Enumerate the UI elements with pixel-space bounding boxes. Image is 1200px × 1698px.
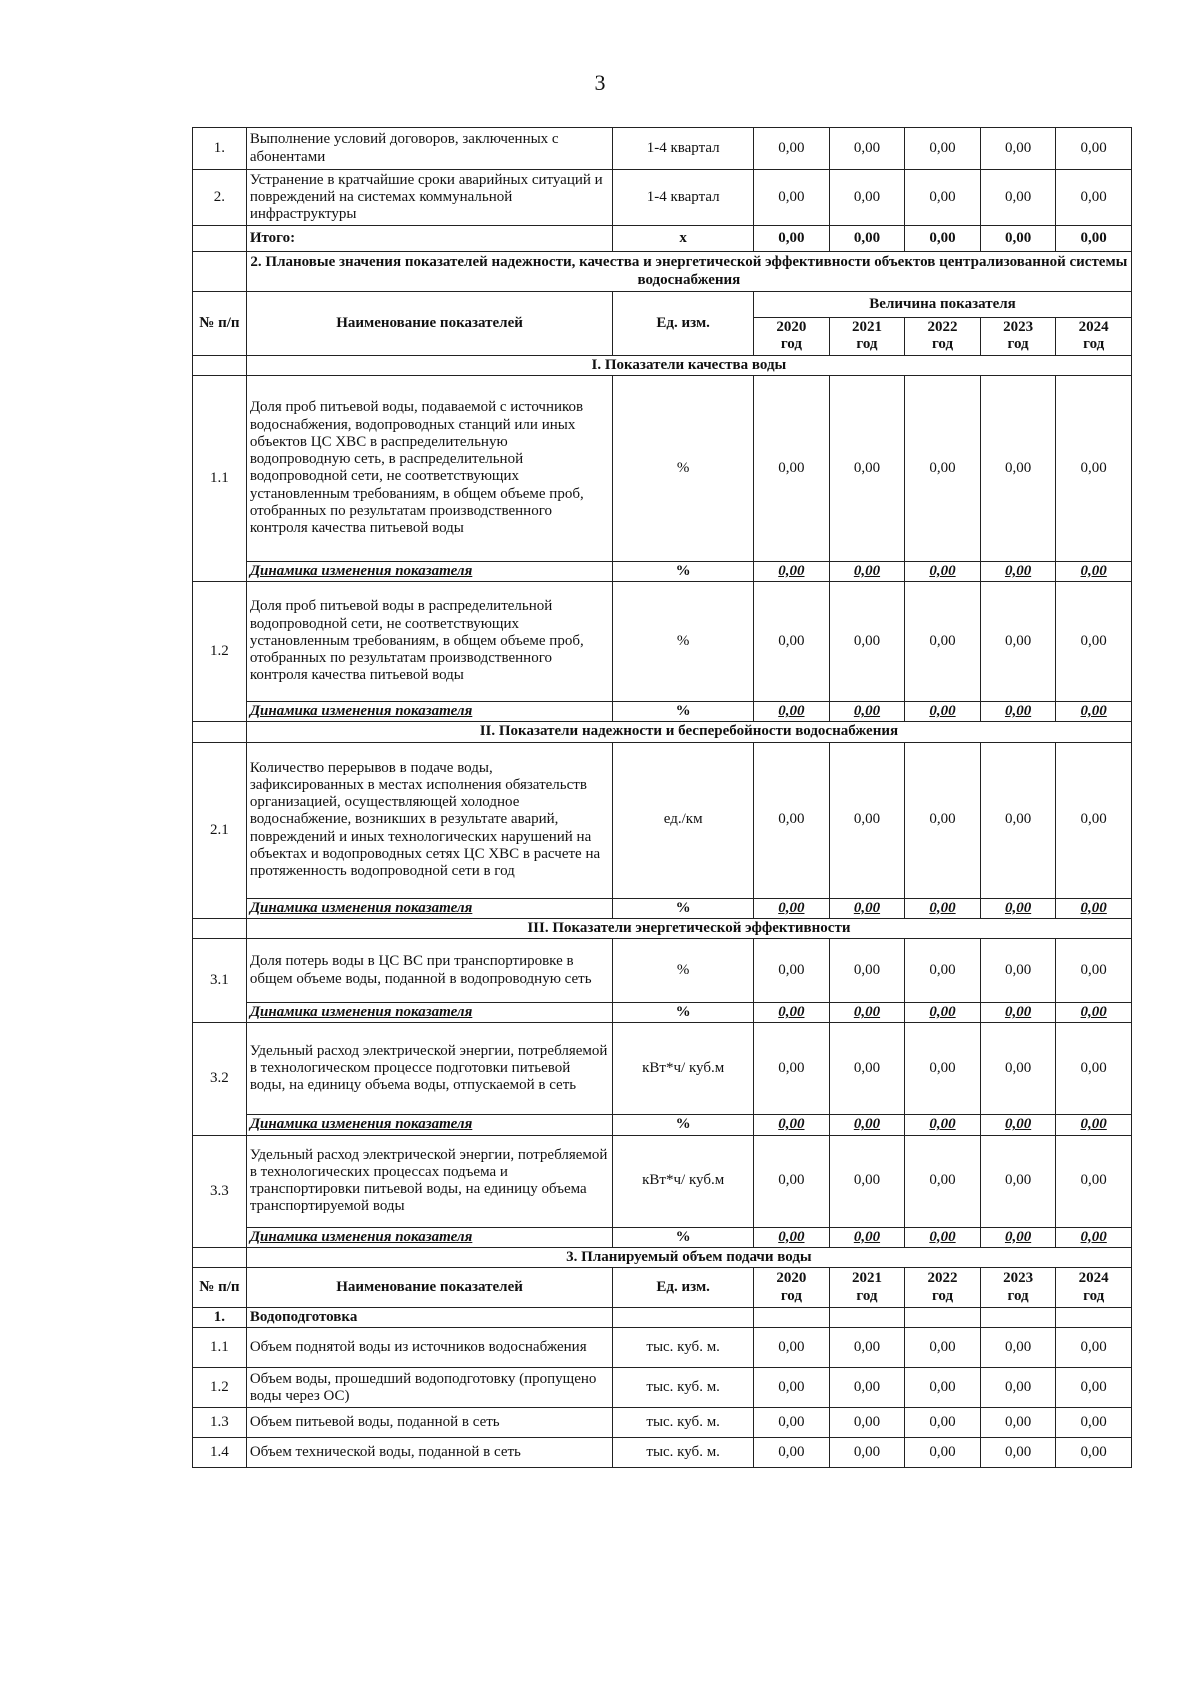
section-title-row [193,1247,1132,1267]
row-number: 1.2 [193,1368,247,1408]
unit-cell: % [613,939,754,1003]
row-number: 1. [193,128,247,170]
value-cell: 0,00 [905,1023,981,1115]
table-row [193,582,1132,702]
section-title-row [193,252,1132,292]
indicator-name: Объем технической воды, поданной в сеть [246,1438,612,1468]
value-cell: 0,00 [754,1023,830,1115]
indicator-name: Устранение в кратчайшие сроки аварийных ситуаций и повреждений на системах коммунальной инфраструктуры [246,170,612,226]
header-name: Наименование показателей [246,292,612,356]
dynamics-value: 0,00 [905,898,981,918]
value-cell: 0,00 [829,170,905,226]
value-cell: 0,00 [829,1328,905,1368]
row-number: 3.1 [193,939,247,1023]
header-unit: Ед. изм. [613,292,754,356]
dynamics-value: 0,00 [829,898,905,918]
unit-cell: кВт*ч/ куб.м [613,1023,754,1115]
row-number [193,226,247,252]
row-number: 3.3 [193,1135,247,1247]
dynamics-row [193,1003,1132,1023]
dynamics-value: 0,00 [829,1227,905,1247]
header-number: № п/п [193,1268,247,1308]
header-year: 2021 год [829,1268,905,1308]
dynamics-row [193,1227,1132,1247]
dynamics-value: 0,00 [829,561,905,581]
dynamics-value: 0,00 [905,561,981,581]
value-cell: 0,00 [829,742,905,898]
value-cell: 0,00 [754,582,830,702]
indicators-table [192,127,1132,1468]
value-cell: 0,00 [905,128,981,170]
dynamics-value: 0,00 [829,702,905,722]
row-number: 1.4 [193,1438,247,1468]
indicator-name: Доля проб питьевой воды, подаваемой с источников водоснабжения, водопроводных станций или иных объектов ЦС ХВС в распределительную водопроводную сеть, в распределительной водопроводной сети, не соответствующих установленным требованиям, в общем объеме проб, отобранных по результатам производственного контроля качества питьевой воды [246,375,612,561]
value-cell: 0,00 [829,1135,905,1227]
value-cell: 0,00 [905,1408,981,1438]
unit-cell: кВт*ч/ куб.м [613,1135,754,1227]
value-cell: 0,00 [754,375,830,561]
table-row [193,1368,1132,1408]
value-cell: 0,00 [980,939,1056,1003]
unit-cell: % [613,1227,754,1247]
indicator-name: Удельный расход электрической энергии, потребляемой в технологических процессах подъема и транспортировки питьевой воды, на единицу объема транспортируемой воды [246,1135,612,1227]
dynamics-value: 0,00 [980,702,1056,722]
dynamics-value: 0,00 [829,1115,905,1135]
row-number: 1.1 [193,375,247,581]
unit-cell: % [613,561,754,581]
table-row [193,170,1132,226]
section-title: 3. Планируемый объем подачи воды [246,1247,1131,1267]
dynamics-value: 0,00 [980,1115,1056,1135]
value-cell: 0,00 [1056,1438,1132,1468]
value-cell: 0,00 [754,1438,830,1468]
value-cell: 0,00 [905,1328,981,1368]
unit-cell [613,1308,754,1328]
row-number [193,918,247,938]
dynamics-value: 0,00 [980,1003,1056,1023]
row-number [193,355,247,375]
dynamics-row [193,702,1132,722]
indicator-name: Выполнение условий договоров, заключенных с абонентами [246,128,612,170]
header-number: № п/п [193,292,247,356]
indicator-name: Удельный расход электрической энергии, потребляемой в технологическом процессе подготовки питьевой воды, на единицу объема воды, отпускаемой в сеть [246,1023,612,1115]
value-cell: 0,00 [980,582,1056,702]
value-cell: 0,00 [1056,1023,1132,1115]
header-row [193,1268,1132,1308]
header-year: 2020 год [754,1268,830,1308]
row-number: 2.1 [193,742,247,918]
dynamics-value: 0,00 [1056,561,1132,581]
page-number: 3 [594,70,606,95]
row-number: 1.1 [193,1328,247,1368]
unit-cell: % [613,1115,754,1135]
group-title: III. Показатели энергетической эффективности [246,918,1131,938]
dynamics-value: 0,00 [754,1227,830,1247]
value-cell: 0,00 [754,742,830,898]
dynamics-row [193,898,1132,918]
value-cell: 0,00 [1056,1135,1132,1227]
header-year: 2020 год [754,318,830,356]
value-cell: 0,00 [980,226,1056,252]
value-cell [829,1308,905,1328]
header-row [193,292,1132,318]
dynamics-label: Динамика изменения показателя [246,561,612,581]
value-cell: 0,00 [829,1438,905,1468]
dynamics-value: 0,00 [980,561,1056,581]
indicator-name: Доля потерь воды в ЦС ВС при транспортировке в общем объеме воды, поданной в водопроводную сеть [246,939,612,1003]
group-title: Водоподготовка [246,1308,612,1328]
indicator-name: Объем питьевой воды, поданной в сеть [246,1408,612,1438]
value-cell: 0,00 [980,1135,1056,1227]
value-cell [754,1308,830,1328]
dynamics-value: 0,00 [754,561,830,581]
dynamics-value: 0,00 [754,1003,830,1023]
unit-cell: тыс. куб. м. [613,1438,754,1468]
unit-cell: % [613,898,754,918]
dynamics-row [193,561,1132,581]
dynamics-value: 0,00 [754,1115,830,1135]
unit-cell: % [613,702,754,722]
table-row [193,1023,1132,1115]
total-row [193,226,1132,252]
dynamics-value: 0,00 [905,1003,981,1023]
header-year: 2024 год [1056,318,1132,356]
value-cell: 0,00 [1056,128,1132,170]
unit-cell: % [613,1003,754,1023]
dynamics-label: Динамика изменения показателя [246,898,612,918]
table-row [193,1408,1132,1438]
indicator-name: Доля проб питьевой воды в распределительной водопроводной сети, не соответствующих установленным требованиям, в общем объеме проб, отобранных по результатам производственного контроля качества питьевой воды [246,582,612,702]
group-title-row [193,722,1132,742]
dynamics-value: 0,00 [754,898,830,918]
dynamics-label: Динамика изменения показателя [246,1227,612,1247]
table-row [193,1328,1132,1368]
value-cell: 0,00 [1056,375,1132,561]
group-title-row [193,918,1132,938]
value-cell: 0,00 [980,1408,1056,1438]
dynamics-label: Динамика изменения показателя [246,1003,612,1023]
value-cell: 0,00 [905,742,981,898]
value-cell: 0,00 [754,1408,830,1438]
header-year: 2024 год [1056,1268,1132,1308]
value-cell: 0,00 [754,170,830,226]
value-cell: 0,00 [754,1368,830,1408]
value-cell: 0,00 [829,1368,905,1408]
indicator-name: Количество перерывов в подаче воды, зафиксированных в местах исполнения обязательств организацией, осуществляющей холодное водоснабжение, возникших в результате аварий, повреждений и иных технологических нарушений на объектах и водопроводных сетях ЦС ХВС в расчете на протяженность водопроводной сети в год [246,742,612,898]
header-unit: Ед. изм. [613,1268,754,1308]
table-row [193,1438,1132,1468]
header-year: 2022 год [905,1268,981,1308]
value-cell: 0,00 [1056,939,1132,1003]
value-cell: 0,00 [905,1135,981,1227]
value-cell: 0,00 [905,582,981,702]
value-cell: 0,00 [754,1328,830,1368]
header-year: 2023 год [980,1268,1056,1308]
value-cell: 0,00 [905,375,981,561]
row-number: 1.2 [193,582,247,722]
dynamics-value: 0,00 [980,898,1056,918]
value-cell [1056,1308,1132,1328]
dynamics-label: Динамика изменения показателя [246,1115,612,1135]
value-cell: 0,00 [980,128,1056,170]
group-title-row [193,1308,1132,1328]
value-cell: 0,00 [1056,582,1132,702]
dynamics-value: 0,00 [980,1227,1056,1247]
dynamics-value: 0,00 [905,702,981,722]
value-cell: 0,00 [980,1368,1056,1408]
row-number [193,252,247,292]
value-cell: 0,00 [1056,742,1132,898]
value-cell: 0,00 [980,170,1056,226]
unit-cell: тыс. куб. м. [613,1328,754,1368]
value-cell: 0,00 [905,170,981,226]
unit-cell: 1-4 квартал [613,128,754,170]
row-number: 1.3 [193,1408,247,1438]
unit-cell: % [613,582,754,702]
value-cell: 0,00 [829,1408,905,1438]
unit-cell: тыс. куб. м. [613,1368,754,1408]
value-cell: 0,00 [980,1023,1056,1115]
table-row [193,128,1132,170]
dynamics-value: 0,00 [829,1003,905,1023]
value-cell: 0,00 [754,939,830,1003]
value-cell: 0,00 [829,128,905,170]
value-cell: 0,00 [829,582,905,702]
unit-cell: тыс. куб. м. [613,1408,754,1438]
value-cell: 0,00 [905,1438,981,1468]
value-cell: 0,00 [1056,1328,1132,1368]
header-value-group: Величина показателя [754,292,1132,318]
value-cell: 0,00 [829,226,905,252]
dynamics-value: 0,00 [905,1115,981,1135]
row-number [193,1247,247,1267]
value-cell: 0,00 [980,742,1056,898]
row-number: 3.2 [193,1023,247,1135]
header-year: 2022 год [905,318,981,356]
value-cell: 0,00 [829,1023,905,1115]
unit-cell: 1-4 квартал [613,170,754,226]
group-title: I. Показатели качества воды [246,355,1131,375]
row-number: 2. [193,170,247,226]
value-cell: 0,00 [980,1328,1056,1368]
dynamics-value: 0,00 [905,1227,981,1247]
dynamics-value: 0,00 [1056,898,1132,918]
value-cell: 0,00 [1056,1368,1132,1408]
indicator-name: Объем поднятой воды из источников водоснабжения [246,1328,612,1368]
dynamics-label: Динамика изменения показателя [246,702,612,722]
group-title-row [193,355,1132,375]
unit-cell: х [613,226,754,252]
value-cell: 0,00 [754,128,830,170]
value-cell [980,1308,1056,1328]
dynamics-value: 0,00 [1056,1115,1132,1135]
value-cell: 0,00 [905,226,981,252]
table-row [193,375,1132,561]
dynamics-value: 0,00 [1056,1003,1132,1023]
group-title: II. Показатели надежности и бесперебойности водоснабжения [246,722,1131,742]
value-cell: 0,00 [829,375,905,561]
dynamics-row [193,1115,1132,1135]
header-name: Наименование показателей [246,1268,612,1308]
table-row [193,939,1132,1003]
value-cell: 0,00 [1056,1408,1132,1438]
dynamics-value: 0,00 [1056,1227,1132,1247]
value-cell: 0,00 [905,1368,981,1408]
dynamics-value: 0,00 [1056,702,1132,722]
value-cell: 0,00 [754,226,830,252]
value-cell: 0,00 [829,939,905,1003]
header-year: 2023 год [980,318,1056,356]
unit-cell: ед./км [613,742,754,898]
section-title: 2. Плановые значения показателей надежности, качества и энергетической эффективности объектов централизованной системы водоснабжения [246,252,1131,292]
value-cell: 0,00 [905,939,981,1003]
table-row [193,1135,1132,1227]
header-year: 2021 год [829,318,905,356]
value-cell: 0,00 [980,375,1056,561]
total-label: Итого: [246,226,612,252]
indicator-name: Объем воды, прошедший водоподготовку (пропущено воды через ОС) [246,1368,612,1408]
value-cell: 0,00 [754,1135,830,1227]
unit-cell: % [613,375,754,561]
dynamics-value: 0,00 [754,702,830,722]
value-cell [905,1308,981,1328]
value-cell: 0,00 [980,1438,1056,1468]
row-number [193,722,247,742]
table-row [193,742,1132,898]
value-cell: 0,00 [1056,170,1132,226]
value-cell: 0,00 [1056,226,1132,252]
row-number: 1. [193,1308,247,1328]
